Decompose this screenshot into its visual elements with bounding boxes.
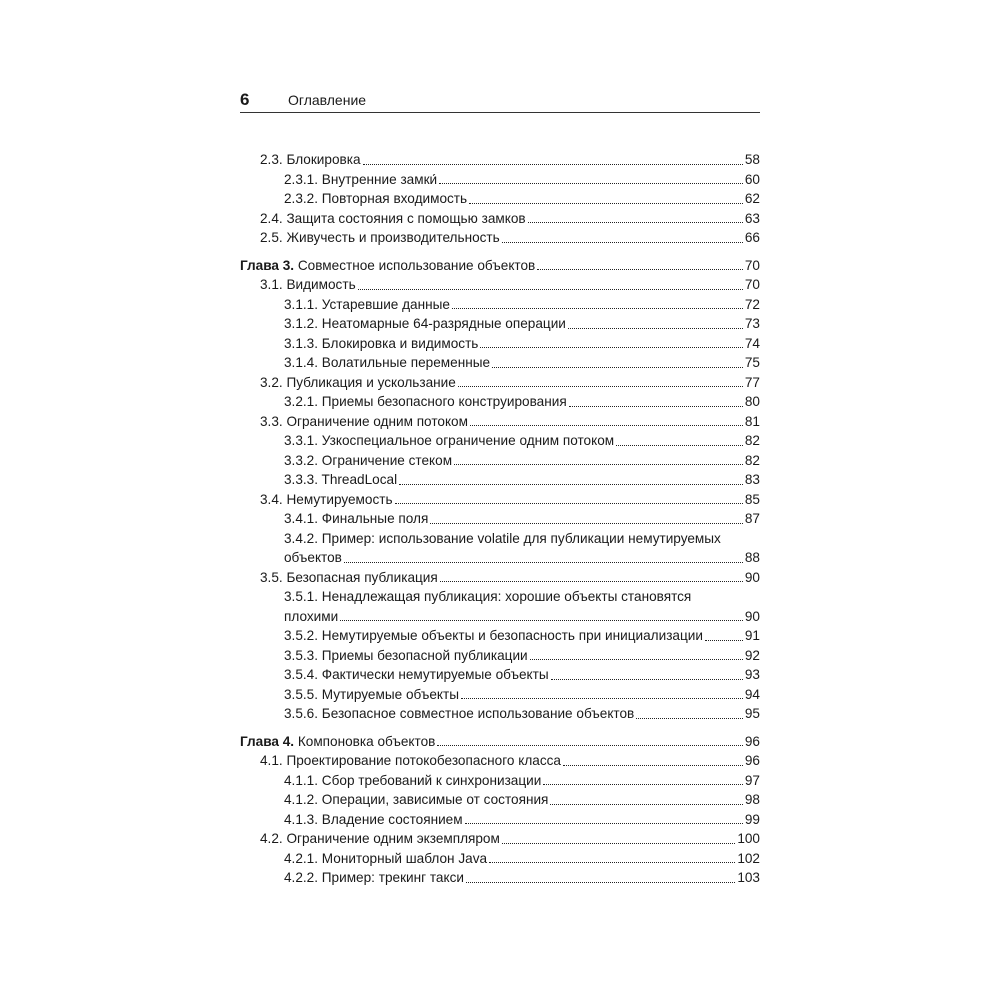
dot-leader (537, 269, 743, 270)
toc-entry (240, 431, 760, 451)
toc-page-number: 98 (744, 792, 760, 807)
dot-leader (528, 222, 743, 223)
toc-entry (240, 568, 760, 588)
dot-leader (439, 183, 743, 184)
toc-entry-title: 2.3.1. Внутренние замки́ (284, 171, 438, 187)
toc-page-number: 82 (744, 433, 760, 448)
toc-entry-title: 3.5.6. Безопасное совместное использование объектов (284, 706, 635, 721)
toc-entry-title: 3.2. Публикация и ускользание (260, 374, 456, 390)
toc-entry-title: 2.3. Блокировка (260, 152, 361, 167)
toc-page-number: 70 (744, 277, 760, 292)
toc-page-number: 97 (744, 772, 760, 788)
toc-page-number: 90 (744, 569, 760, 585)
chapter-label: Глава 3. (240, 257, 295, 273)
toc-entry-title: 4.2. Ограничение одним экземпляром (260, 831, 500, 846)
dot-leader (616, 445, 743, 446)
toc-page-number: 82 (744, 452, 760, 468)
toc-entry (240, 295, 760, 315)
toc-entry (240, 665, 760, 685)
toc-page-number: 58 (744, 152, 760, 167)
toc-entry-title: 3.1.2. Неатомарные 64-разрядные операции (284, 316, 566, 331)
dot-leader (469, 203, 743, 204)
toc-page-number: 92 (744, 647, 760, 663)
page-header (240, 90, 760, 113)
toc-entry (240, 626, 760, 646)
toc-page-number: 73 (744, 316, 760, 331)
dot-leader (550, 804, 742, 805)
toc-page-number: 62 (744, 191, 760, 206)
toc-entry-title: 4.1.2. Операции, зависимые от состояния (284, 792, 549, 807)
toc-entry-title: 3.5.1. Ненадлежащая публикация: хорошие объекты становятся (284, 589, 692, 604)
toc-page-number: 85 (744, 491, 760, 507)
toc-entry (240, 790, 760, 810)
dot-leader (705, 640, 743, 641)
dot-leader (568, 328, 743, 329)
toc-entry (240, 646, 760, 666)
toc-entry (240, 373, 760, 393)
toc-page-number: 60 (744, 171, 760, 187)
toc-entry (240, 392, 760, 412)
toc-page-number: 103 (737, 870, 760, 885)
dot-leader (363, 164, 743, 165)
dot-leader (502, 242, 743, 243)
dot-leader (452, 308, 743, 309)
toc-entry-title: 4.1.1. Сбор требований к синхронизации (284, 772, 542, 788)
dot-leader (569, 406, 743, 407)
toc-page-number: 75 (744, 355, 760, 370)
toc-page-number: 95 (744, 706, 760, 721)
toc-entry-title: 3.5.4. Фактически немутируемые объекты (284, 667, 549, 682)
toc-entry (240, 353, 760, 373)
toc-entry (240, 490, 760, 510)
toc-entry-title: 3.5.2. Немутируемые объекты и безопасность при инициализации (284, 628, 703, 643)
toc-page-number: 66 (744, 230, 760, 245)
toc-entry (240, 704, 760, 724)
toc-entry-title: 4.1.3. Владение состоянием (284, 811, 463, 827)
dot-leader (636, 718, 743, 719)
toc-entry-title: 3.1.4. Волатильные переменные (284, 355, 491, 370)
dot-leader (454, 464, 743, 465)
toc-entry (240, 314, 760, 334)
toc-entry-title-continuation: объектов (284, 550, 342, 565)
toc-page-number: 96 (744, 753, 760, 768)
toc-page-number: 70 (744, 257, 760, 273)
toc-entry-title: 4.1. Проектирование потокобезопасного класса (260, 753, 561, 768)
toc-entry-title: 3.4.1. Финальные поля (284, 511, 429, 526)
dot-leader (492, 367, 743, 368)
toc-entry (240, 868, 760, 888)
toc-entry (240, 470, 760, 490)
toc-page-number: 91 (744, 628, 760, 643)
toc-entry (240, 685, 760, 705)
toc-page-number: 87 (744, 511, 760, 526)
toc-entry-title: 3.2.1. Приемы безопасного конструирования (284, 394, 567, 409)
dot-leader (430, 523, 743, 524)
toc-page-number: 81 (744, 413, 760, 429)
toc-page-number: 72 (744, 296, 760, 312)
dot-leader (358, 289, 743, 290)
toc-entry-title: 3.5. Безопасная публикация (260, 569, 438, 585)
toc-entry (240, 275, 760, 295)
dot-leader (437, 745, 742, 746)
toc-page-number: 77 (744, 374, 760, 390)
dot-leader (340, 620, 743, 621)
toc-page-number: 80 (744, 394, 760, 409)
dot-leader (502, 843, 735, 844)
dot-leader (399, 484, 743, 485)
toc-page-number: 102 (737, 850, 760, 866)
toc-entry-title: 2.3.2. Повторная входимость (284, 191, 468, 206)
toc-entry-title-continuation: плохими (284, 608, 339, 624)
toc-page-number: 96 (744, 733, 760, 749)
dot-leader (461, 698, 743, 699)
toc-entry-title: 4.2.2. Пример: трекинг такси (284, 870, 464, 885)
running-title: Оглавление (288, 92, 367, 108)
toc-entry (240, 771, 760, 791)
toc-chapter-heading (240, 256, 535, 276)
toc-entry (240, 751, 760, 771)
toc-entry (240, 150, 760, 170)
toc-entry-title: 3.4.2. Пример: использование volatile для публикации немутируемых (284, 530, 721, 546)
dot-leader (470, 425, 743, 426)
toc-entry-title: 3.3. Ограничение одним потоком (260, 413, 468, 429)
toc-entry-title: 3.3.3. ThreadLocal (284, 472, 398, 487)
dot-leader (395, 503, 743, 504)
toc-entry-title: 3.5.5. Мутируемые объекты (284, 686, 459, 702)
toc-entry-title: 4.2.1. Мониторный шаблон Java (284, 850, 488, 866)
chapter-label: Глава 4. (240, 733, 295, 749)
dot-leader (466, 882, 735, 883)
toc-entry (240, 334, 760, 354)
toc-entry (240, 256, 760, 276)
toc-page-number: 63 (744, 210, 760, 226)
toc-chapter-heading (240, 732, 435, 752)
toc-entry-title: 3.1. Видимость (260, 277, 356, 292)
toc-entry (240, 732, 760, 752)
toc-entry (240, 509, 760, 529)
toc-entry-title: 3.5.3. Приемы безопасной публикации (284, 647, 528, 663)
toc-page-number: 83 (744, 472, 760, 487)
toc-page-number: 74 (744, 335, 760, 351)
toc-entry (240, 189, 760, 209)
page-number: 6 (240, 90, 250, 109)
toc-entry (240, 209, 760, 229)
toc-entry-title: 3.3.2. Ограничение стеком (284, 452, 453, 468)
toc-entry (240, 587, 760, 626)
chapter-title: Компоновка объектов (297, 733, 436, 749)
dot-leader (543, 784, 743, 785)
dot-leader (489, 862, 735, 863)
toc-entry (240, 829, 760, 849)
chapter-title: Совместное использование объектов (297, 257, 536, 273)
toc-page-number: 99 (744, 811, 760, 827)
toc-entry (240, 170, 760, 190)
toc-entry (240, 849, 760, 869)
toc-entry-title: 3.4. Немутируемость (260, 491, 393, 507)
dot-leader (344, 562, 743, 563)
toc-entry (240, 228, 760, 248)
dot-leader (465, 823, 743, 824)
toc-entry (240, 451, 760, 471)
toc-entry (240, 810, 760, 830)
dot-leader (530, 659, 743, 660)
toc-page-number: 88 (744, 550, 760, 565)
table-of-contents (240, 150, 760, 888)
dot-leader (480, 347, 742, 348)
toc-entry-title: 3.1.1. Устаревшие данные (284, 296, 450, 312)
toc-page-number: 93 (744, 667, 760, 682)
toc-page-number: 100 (737, 831, 760, 846)
toc-page-number: 94 (744, 686, 760, 702)
dot-leader (440, 581, 743, 582)
dot-leader (458, 386, 743, 387)
toc-entry-title: 2.4. Защита состояния с помощью замков (260, 210, 526, 226)
dot-leader (551, 679, 743, 680)
toc-entry (240, 529, 760, 568)
toc-entry-title: 2.5. Живучесть и производительность (260, 230, 500, 245)
toc-entry-title: 3.1.3. Блокировка и видимость (284, 335, 479, 351)
toc-entry-title: 3.3.1. Узкоспециальное ограничение одним потоком (284, 433, 615, 448)
toc-page-number: 90 (744, 608, 760, 624)
toc-entry (240, 412, 760, 432)
dot-leader (563, 765, 743, 766)
